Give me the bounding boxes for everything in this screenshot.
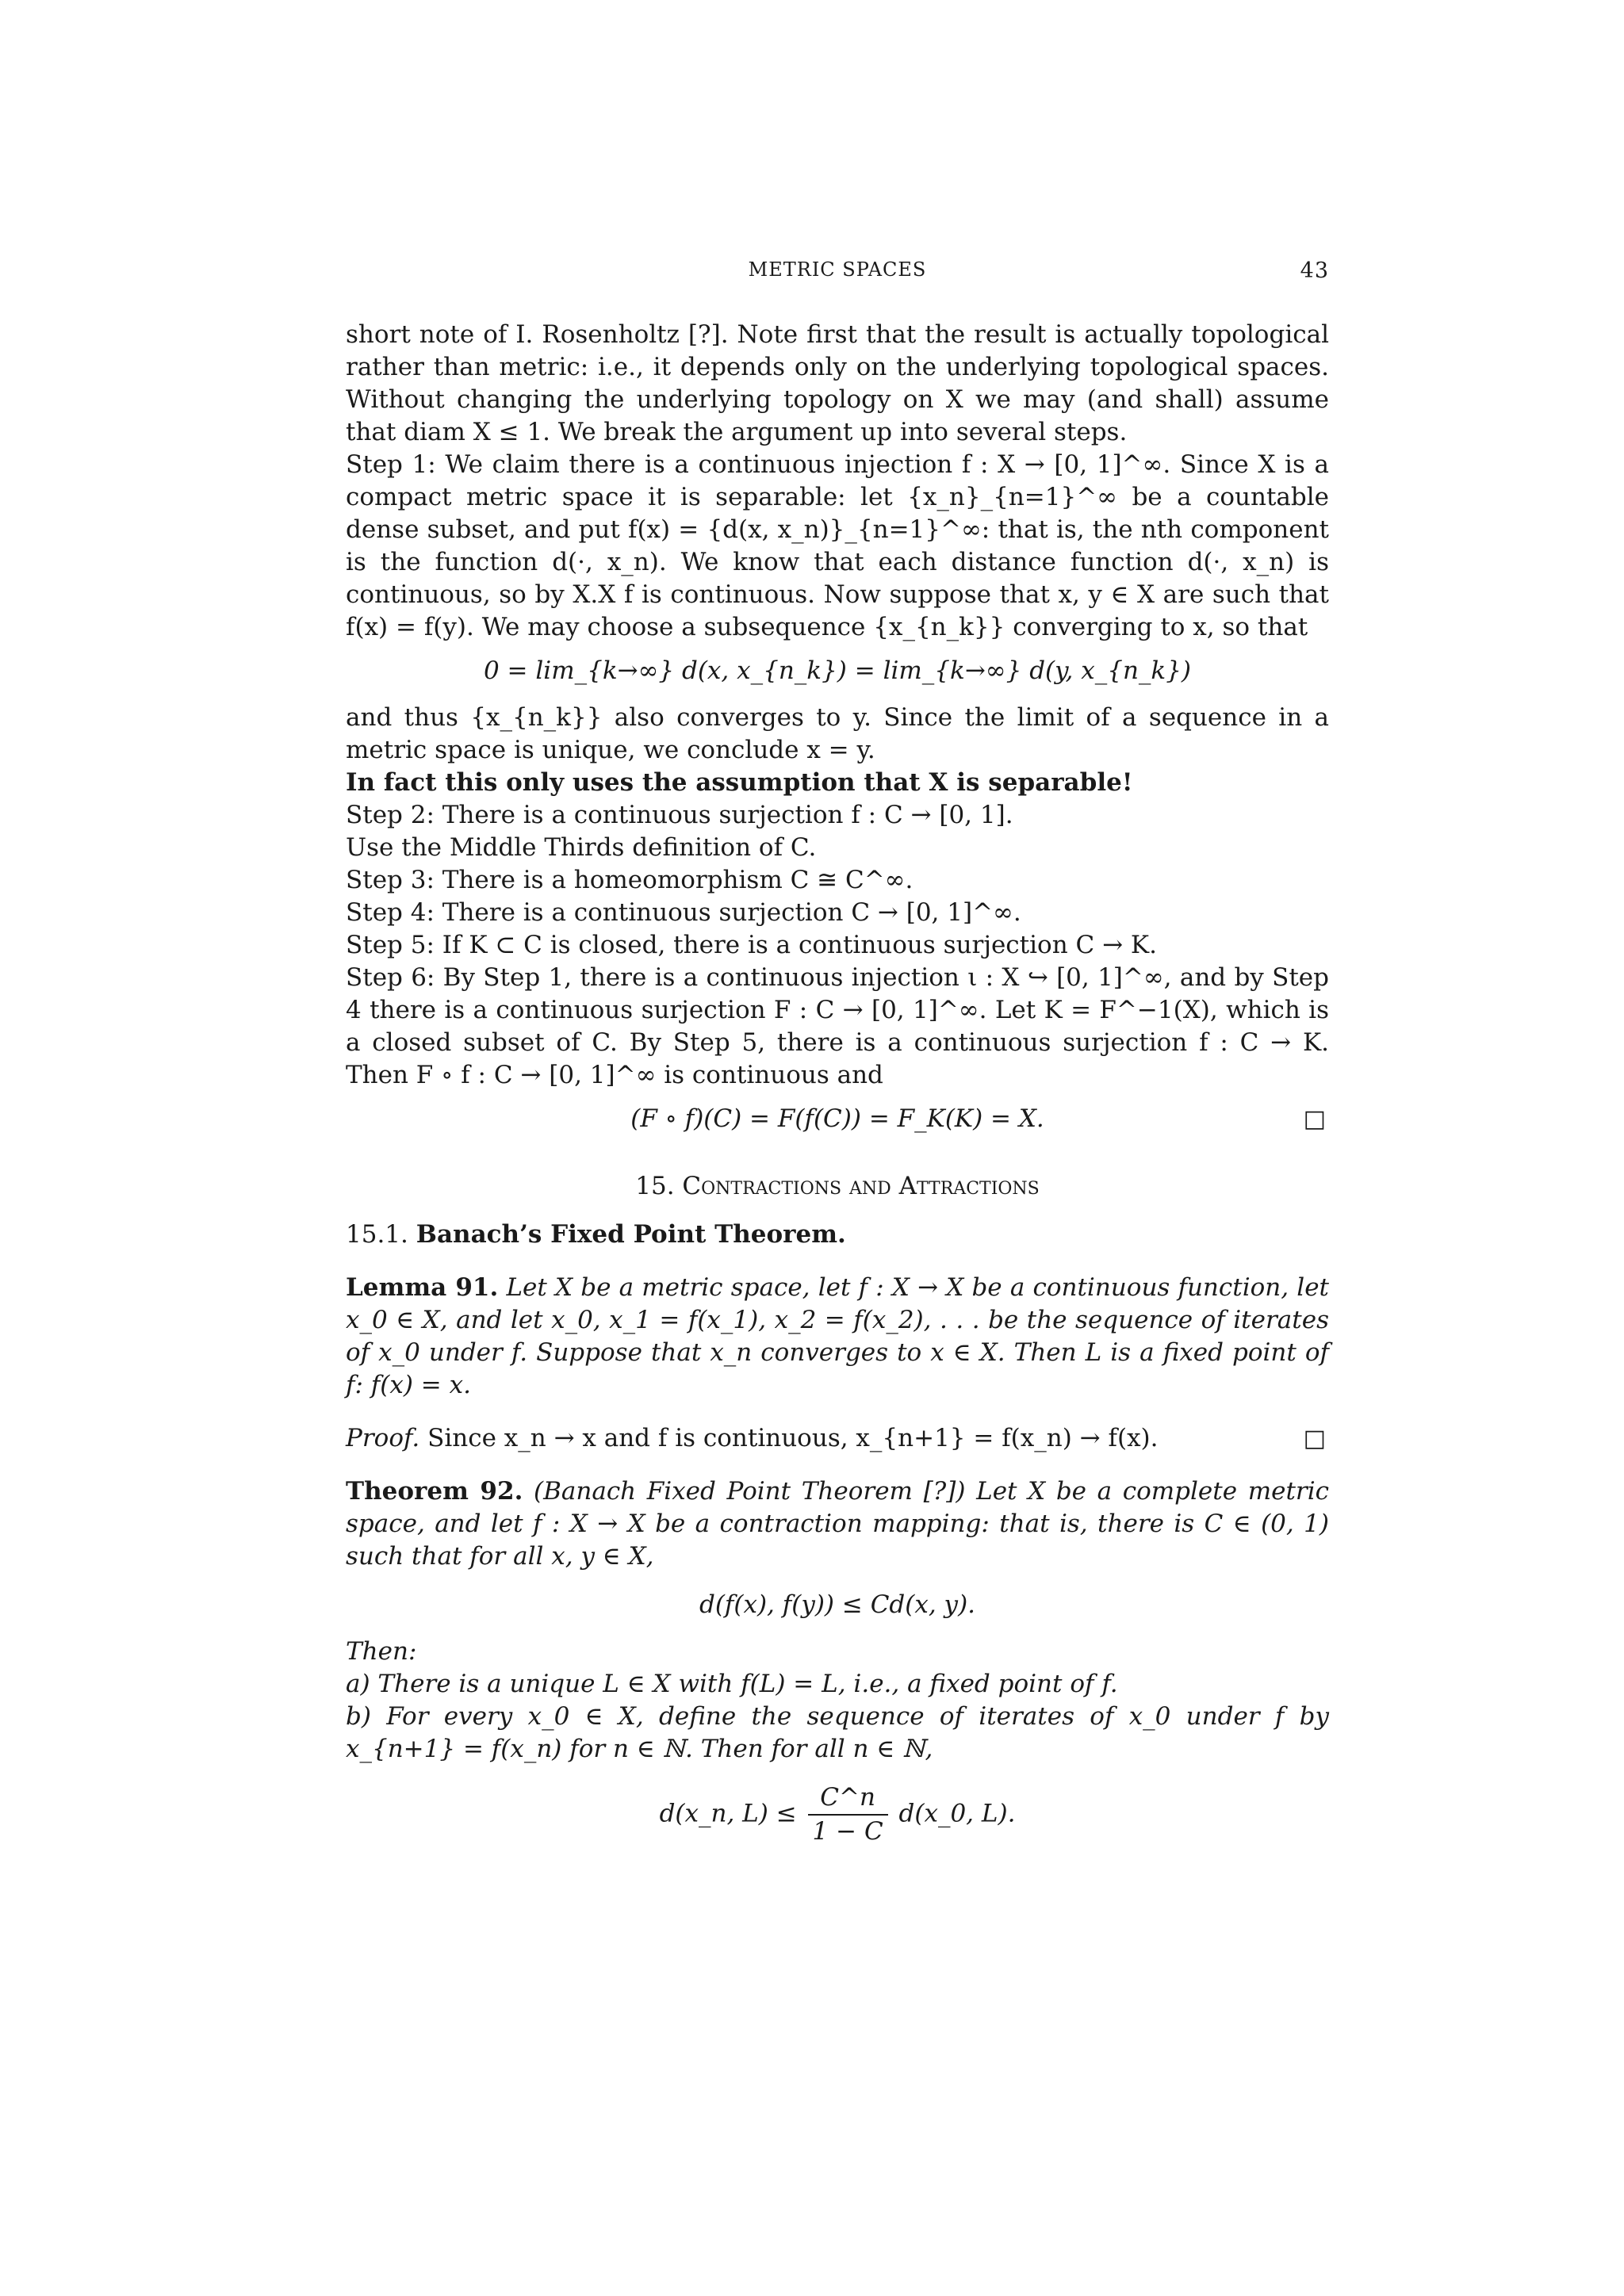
theorem-then: Then: [346, 1637, 417, 1666]
proof-block [346, 1422, 1329, 1455]
section-number: 15. [635, 1172, 675, 1200]
section-title: Contractions and Attractions [682, 1172, 1040, 1200]
page-body [346, 319, 1329, 1862]
subsection-number: 15.1. [346, 1220, 408, 1249]
qed-symbol: □ [1303, 1105, 1326, 1133]
lemma-text: Let X be a metric space, let f : X → X be a continuous function, let x_0 ∈ X, and let x_0, x_1 = f(x_1), x_2 = f(x_2), . . . be the sequence of iterates of x_0 under f. Suppose that x_n converges to x ∈ X. Then L is a fixed point of f: f(x) = x. [346, 1273, 1329, 1399]
fraction-denominator: 1 − C [812, 1817, 883, 1846]
equation-composition-text: (F ∘ f)(C) = F(f(C)) = F_K(K) = X. [630, 1104, 1044, 1133]
proof-text: Since x_n → x and f is continuous, x_{n+1} = f(x_n) → f(x). [427, 1424, 1159, 1452]
lemma-label: Lemma 91. [346, 1273, 499, 1302]
step-1: Step 1: We claim there is a continuous injection f : X → [0, 1]^∞. Since X is a compact metric space it is separable: let {x_n}_{n=1}^∞ be a countable dense subset, and put f(x) = {d(x, x_n)}_{n=1}^∞: that is, the nth component is the function d(·, x_n). We know that each distance function d(·, x_n) is continuous, so by X.X f is continuous. Now suppose that x, y ∈ X are such that f(x) = f(y). We may choose a subsequence {x_{n_k}} converging to x, so that [346, 450, 1329, 641]
theorem-text: (Banach Fixed Point Theorem [?]) Let X be a complete metric space, and let f : X → X be a contraction mapping: that is, there is C ∈ (0, 1) such that for all x, y ∈ X, [346, 1477, 1330, 1571]
theorem-part-a: a) There is a unique L ∈ X with f(L) = L, i.e., a fixed point of f. [346, 1670, 1118, 1698]
step-2: Step 2: There is a continuous surjection f : C → [0, 1]. [346, 801, 1013, 829]
error-bound-right: d(x_0, L). [898, 1799, 1016, 1828]
fraction [808, 1781, 888, 1848]
step-5: Step 5: If K ⊂ C is closed, there is a continuous surjection C → K. [346, 931, 1157, 959]
page-number: 43 [1300, 258, 1329, 283]
contraction-inequality: d(f(x), f(y)) ≤ Cd(x, y). [699, 1590, 976, 1619]
subsection-title: Banach’s Fixed Point Theorem. [416, 1220, 846, 1249]
running-title: METRIC SPACES [748, 258, 927, 281]
subsection-heading [346, 1219, 1329, 1251]
error-bound-left: d(x_n, L) ≤ [659, 1799, 797, 1828]
error-bound-equation [346, 1781, 1329, 1848]
proof-label: Proof. [346, 1424, 420, 1452]
theorem-part-b: b) For every x_0 ∈ X, define the sequence of iterates of x_0 under f by x_{n+1} = f(x_n) for n ∈ ℕ. Then for all n ∈ ℕ, [346, 1702, 1329, 1763]
after-equation: and thus {x_{n_k}} also converges to y. Since the limit of a sequence in a metric space is unique, we conclude x = y. [346, 703, 1329, 764]
intro-paragraph: short note of I. Rosenholtz [?]. Note first that the result is actually topological rather than metric: i.e., it depends only on the underlying topological spaces. Without changing the underlying topology on X we may (and shall) assume that diam X ≤ 1. We break the argument up into several steps. [346, 320, 1329, 446]
middle-thirds-note: Use the Middle Thirds definition of C. [346, 833, 817, 862]
step-4: Step 4: There is a continuous surjection C → [0, 1]^∞. [346, 898, 1021, 927]
fraction-numerator: C^n [808, 1781, 888, 1816]
proof-qed-symbol: □ [1303, 1425, 1326, 1452]
lemma-91 [346, 1272, 1329, 1402]
equation-composition [346, 1103, 1329, 1135]
bold-note: In fact this only uses the assumption that X is separable! [346, 768, 1133, 797]
section-heading [346, 1170, 1329, 1203]
equation-limit: 0 = lim_{k→∞} d(x, x_{n_k}) = lim_{k→∞} d(y, x_{n_k}) [483, 656, 1192, 685]
running-header [346, 258, 1329, 290]
step-6: Step 6: By Step 1, there is a continuous injection ι : X ↪ [0, 1]^∞, and by Step 4 there is a continuous surjection F : C → [0, 1]^∞. Let K = F^−1(X), which is a closed subset of C. By Step 5, there is a continuous surjection f : C → K. Then F ∘ f : C → [0, 1]^∞ is continuous and [346, 963, 1329, 1089]
theorem-label: Theorem 92. [346, 1477, 523, 1506]
theorem-92 [346, 1475, 1329, 1848]
step-3: Step 3: There is a homeomorphism C ≅ C^∞. [346, 866, 914, 894]
